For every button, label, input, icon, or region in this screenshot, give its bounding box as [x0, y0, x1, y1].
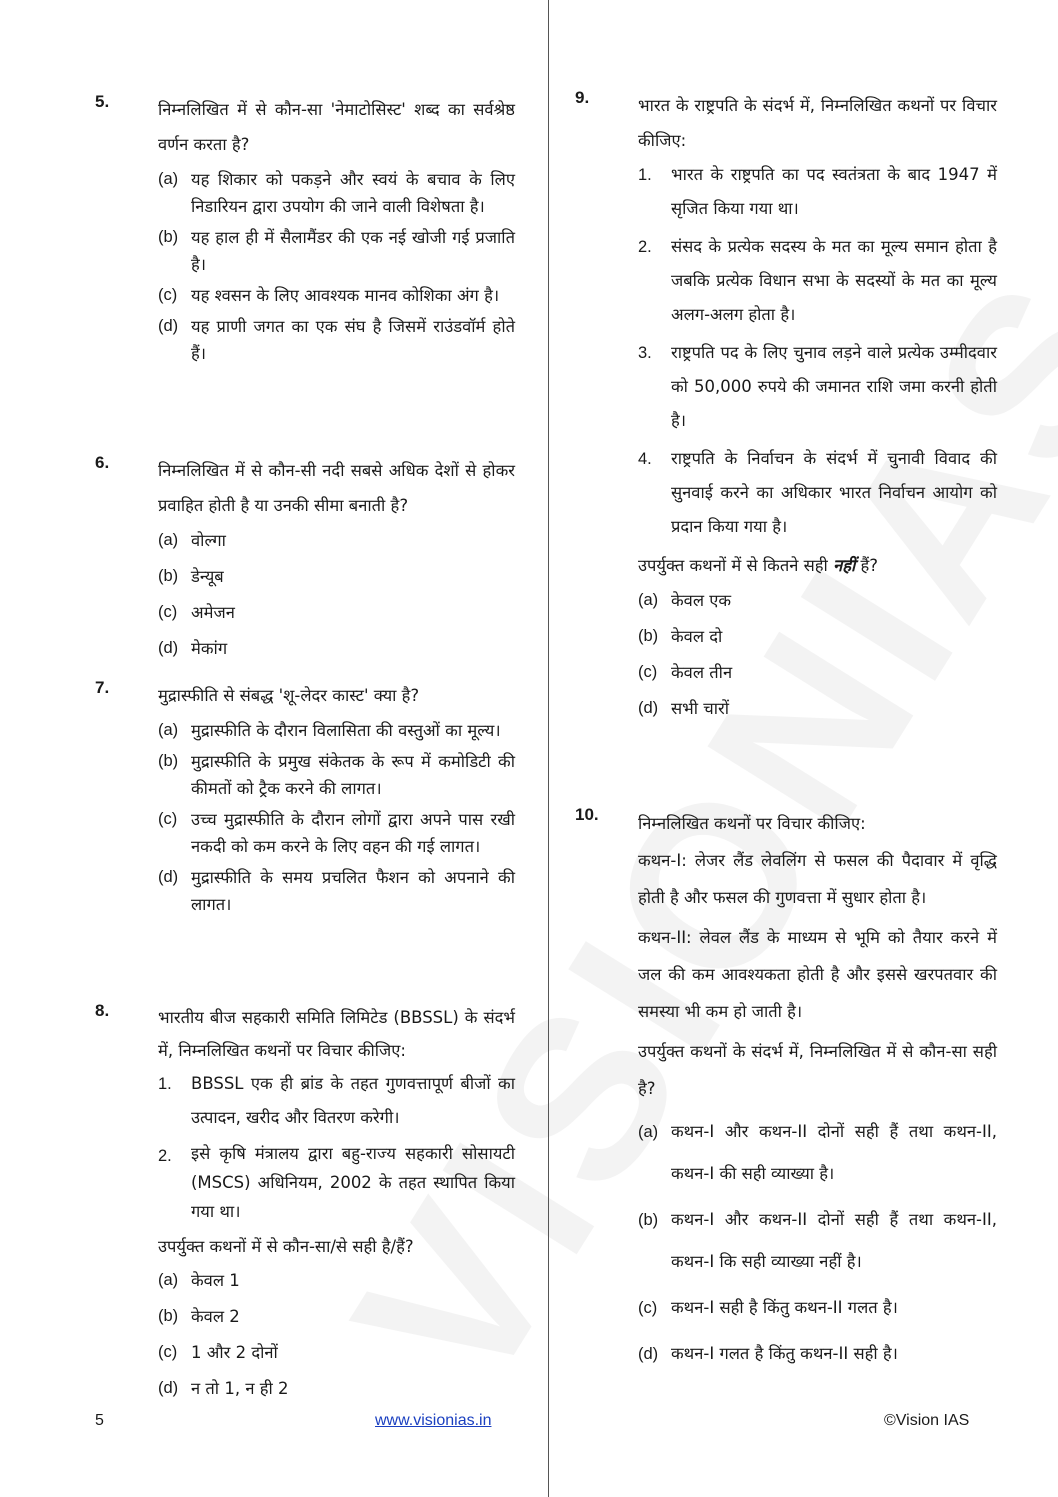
- statement-3: 3. राष्ट्रपति पद के लिए चुनाव लड़ने वाले प्रत्येक उम्मीदवार को 50,000 रुपये की जमानत राशि जमा करनी होती है।: [638, 343, 997, 430]
- column-divider: [548, 0, 549, 1497]
- options-list: [158, 717, 515, 918]
- options-list: [158, 166, 515, 367]
- website-link[interactable]: www.visionias.in: [375, 1412, 492, 1429]
- statement-2: 2. संसद के प्रत्येक सदस्य के मत का मूल्य समान होता है जबकि प्रत्येक विधान सभा के सदस्यों के मत का मूल्य अलग-अलग होता है।: [638, 237, 997, 324]
- option-a: (a) मुद्रास्फीति के दौरान विलासिता की वस्तुओं का मूल्य।: [158, 721, 501, 740]
- options-list: [158, 527, 515, 662]
- question-prompt: उपर्युक्त कथनों में से कितने सही नहीं हैं?: [638, 556, 879, 575]
- question-number: 9.: [575, 88, 590, 107]
- option-b: (b) कथन-I और कथन-II दोनों सही हैं तथा कथन-II, कथन-I कि सही व्याख्या नहीं है।: [638, 1210, 997, 1271]
- statement-1-para: कथन-I: लेजर लैंड लेवलिंग से फसल की पैदावार में वृद्धि होती है और फसल की गुणवत्ता में सुधार होता है।: [638, 851, 997, 907]
- question-number: 10.: [575, 805, 599, 824]
- question-number: 7.: [95, 678, 110, 697]
- question-number: 8.: [95, 1001, 110, 1020]
- option-d: (d) कथन-I गलत है किंतु कथन-II सही है।: [638, 1344, 898, 1363]
- option-c: (c) केवल तीन: [638, 663, 733, 682]
- question-8: [95, 1001, 515, 1411]
- question-text: भारतीय बीज सहकारी समिति लिमिटेड (BBSSL) के संदर्भ में, निम्नलिखित कथनों पर विचार कीजिए:: [158, 1008, 515, 1060]
- option-d: (d) सभी चारों: [638, 699, 730, 718]
- question-text: निम्नलिखित में से कौन-सी नदी सबसे अधिक देशों से होकर प्रवाहित होती है या उनकी सीमा बनाती है?: [158, 461, 515, 515]
- option-d: (d) न तो 1, न ही 2: [158, 1379, 289, 1398]
- option-b: (b) यह हाल ही में सैलामैंडर की एक नई खोजी गई प्रजाति है।: [158, 228, 515, 274]
- option-d: (d) मेकांग: [158, 639, 228, 658]
- statement-4: 4. राष्ट्रपति के निर्वाचन के संदर्भ में चुनावी विवाद की सुनवाई करने का अधिकार भारत निर्वाचन आयोग को प्रदान किया गया है।: [638, 449, 997, 536]
- page-number: 5: [95, 1412, 104, 1429]
- statement-1: 1. BBSSL एक ही ब्रांड के तहत गुणवत्तापूर्ण बीजों का उत्पादन, खरीद और वितरण करेगी।: [158, 1074, 515, 1127]
- question-7: [95, 678, 515, 922]
- option-d: (d) मुद्रास्फीति के समय प्रचलित फैशन को अपनाने की लागत।: [158, 868, 515, 914]
- option-c: (c) 1 और 2 दोनों: [158, 1343, 278, 1362]
- question-9: [575, 88, 997, 731]
- option-a: (a) कथन-I और कथन-II दोनों सही हैं तथा कथन-II, कथन-I की सही व्याख्या है।: [638, 1122, 997, 1183]
- options-list: [158, 1267, 515, 1402]
- statements-list: [638, 158, 997, 544]
- statement-2-para: कथन-II: लेवल लैंड के माध्यम से भूमि को तैयार करने में जल की कम आवश्यकता होती है और इससे खरपतवार की समस्या भी कम हो जाती है।: [638, 928, 997, 1021]
- question-text: निम्नलिखित में से कौन-सा 'नेमाटोसिस्ट' शब्द का सर्वश्रेष्ठ वर्णन करता है?: [158, 100, 515, 154]
- statement-2: 2. इसे कृषि मंत्रालय द्वारा बहु-राज्य सहकारी सोसायटी (MSCS) अधिनियम, 2002 के तहत स्थापित किया गया था।: [158, 1144, 515, 1221]
- option-d: (d) यह प्राणी जगत का एक संघ है जिसमें राउंडवॉर्म होते हैं।: [158, 317, 515, 363]
- question-prompt: उपर्युक्त कथनों में से कौन-सा/से सही है/हैं?: [158, 1237, 414, 1256]
- option-a: (a) यह शिकार को पकड़ने और स्वयं के बचाव के लिए निडारियन द्वारा उपयोग की जाने वाली विशेषता है।: [158, 170, 515, 216]
- option-a: (a) वोल्गा: [158, 531, 226, 550]
- option-b: (b) केवल 2: [158, 1307, 240, 1326]
- option-b: (b) डेन्यूब: [158, 567, 224, 586]
- emphasis-not: नहीं: [833, 556, 856, 575]
- question-number: 6.: [95, 453, 110, 472]
- option-a: (a) केवल एक: [638, 591, 732, 610]
- question-10: [575, 805, 997, 1379]
- statements-list: [158, 1067, 515, 1226]
- question-prompt: उपर्युक्त कथनों के संदर्भ में, निम्नलिखित में से कौन-सा सही है?: [638, 1042, 997, 1098]
- statement-1: 1. भारत के राष्ट्रपति का पद स्वतंत्रता के बाद 1947 में सृजित किया गया था।: [638, 165, 997, 218]
- option-c: (c) अमेजन: [158, 603, 235, 622]
- question-number: 5.: [95, 92, 110, 111]
- option-c: (c) उच्च मुद्रास्फीति के दौरान लोगों द्वारा अपने पास रखी नकदी को कम करने के लिए वहन की गई लागत।: [158, 810, 515, 856]
- question-text: निम्नलिखित कथनों पर विचार कीजिए:: [638, 814, 866, 833]
- question-5: [95, 92, 515, 371]
- option-c: (c) कथन-I सही है किंतु कथन-II गलत है।: [638, 1298, 898, 1317]
- question-text: भारत के राष्ट्रपति के संदर्भ में, निम्नलिखित कथनों पर विचार कीजिए:: [638, 96, 997, 150]
- option-b: (b) मुद्रास्फीति के प्रमुख संकेतक के रूप में कमोडिटी की कीमतों को ट्रैक करने की लागत।: [158, 752, 515, 798]
- copyright-text: ©Vision IAS: [884, 1412, 970, 1429]
- option-a: (a) केवल 1: [158, 1271, 240, 1290]
- options-list: [638, 1111, 997, 1375]
- option-b: (b) केवल दो: [638, 627, 723, 646]
- options-list: [638, 587, 997, 722]
- question-6: [95, 453, 515, 671]
- option-c: (c) यह श्वसन के लिए आवश्यक मानव कोशिका अंग है।: [158, 286, 500, 305]
- question-text: मुद्रास्फीति से संबद्ध 'शू-लेदर कास्ट' क्या है?: [158, 686, 420, 705]
